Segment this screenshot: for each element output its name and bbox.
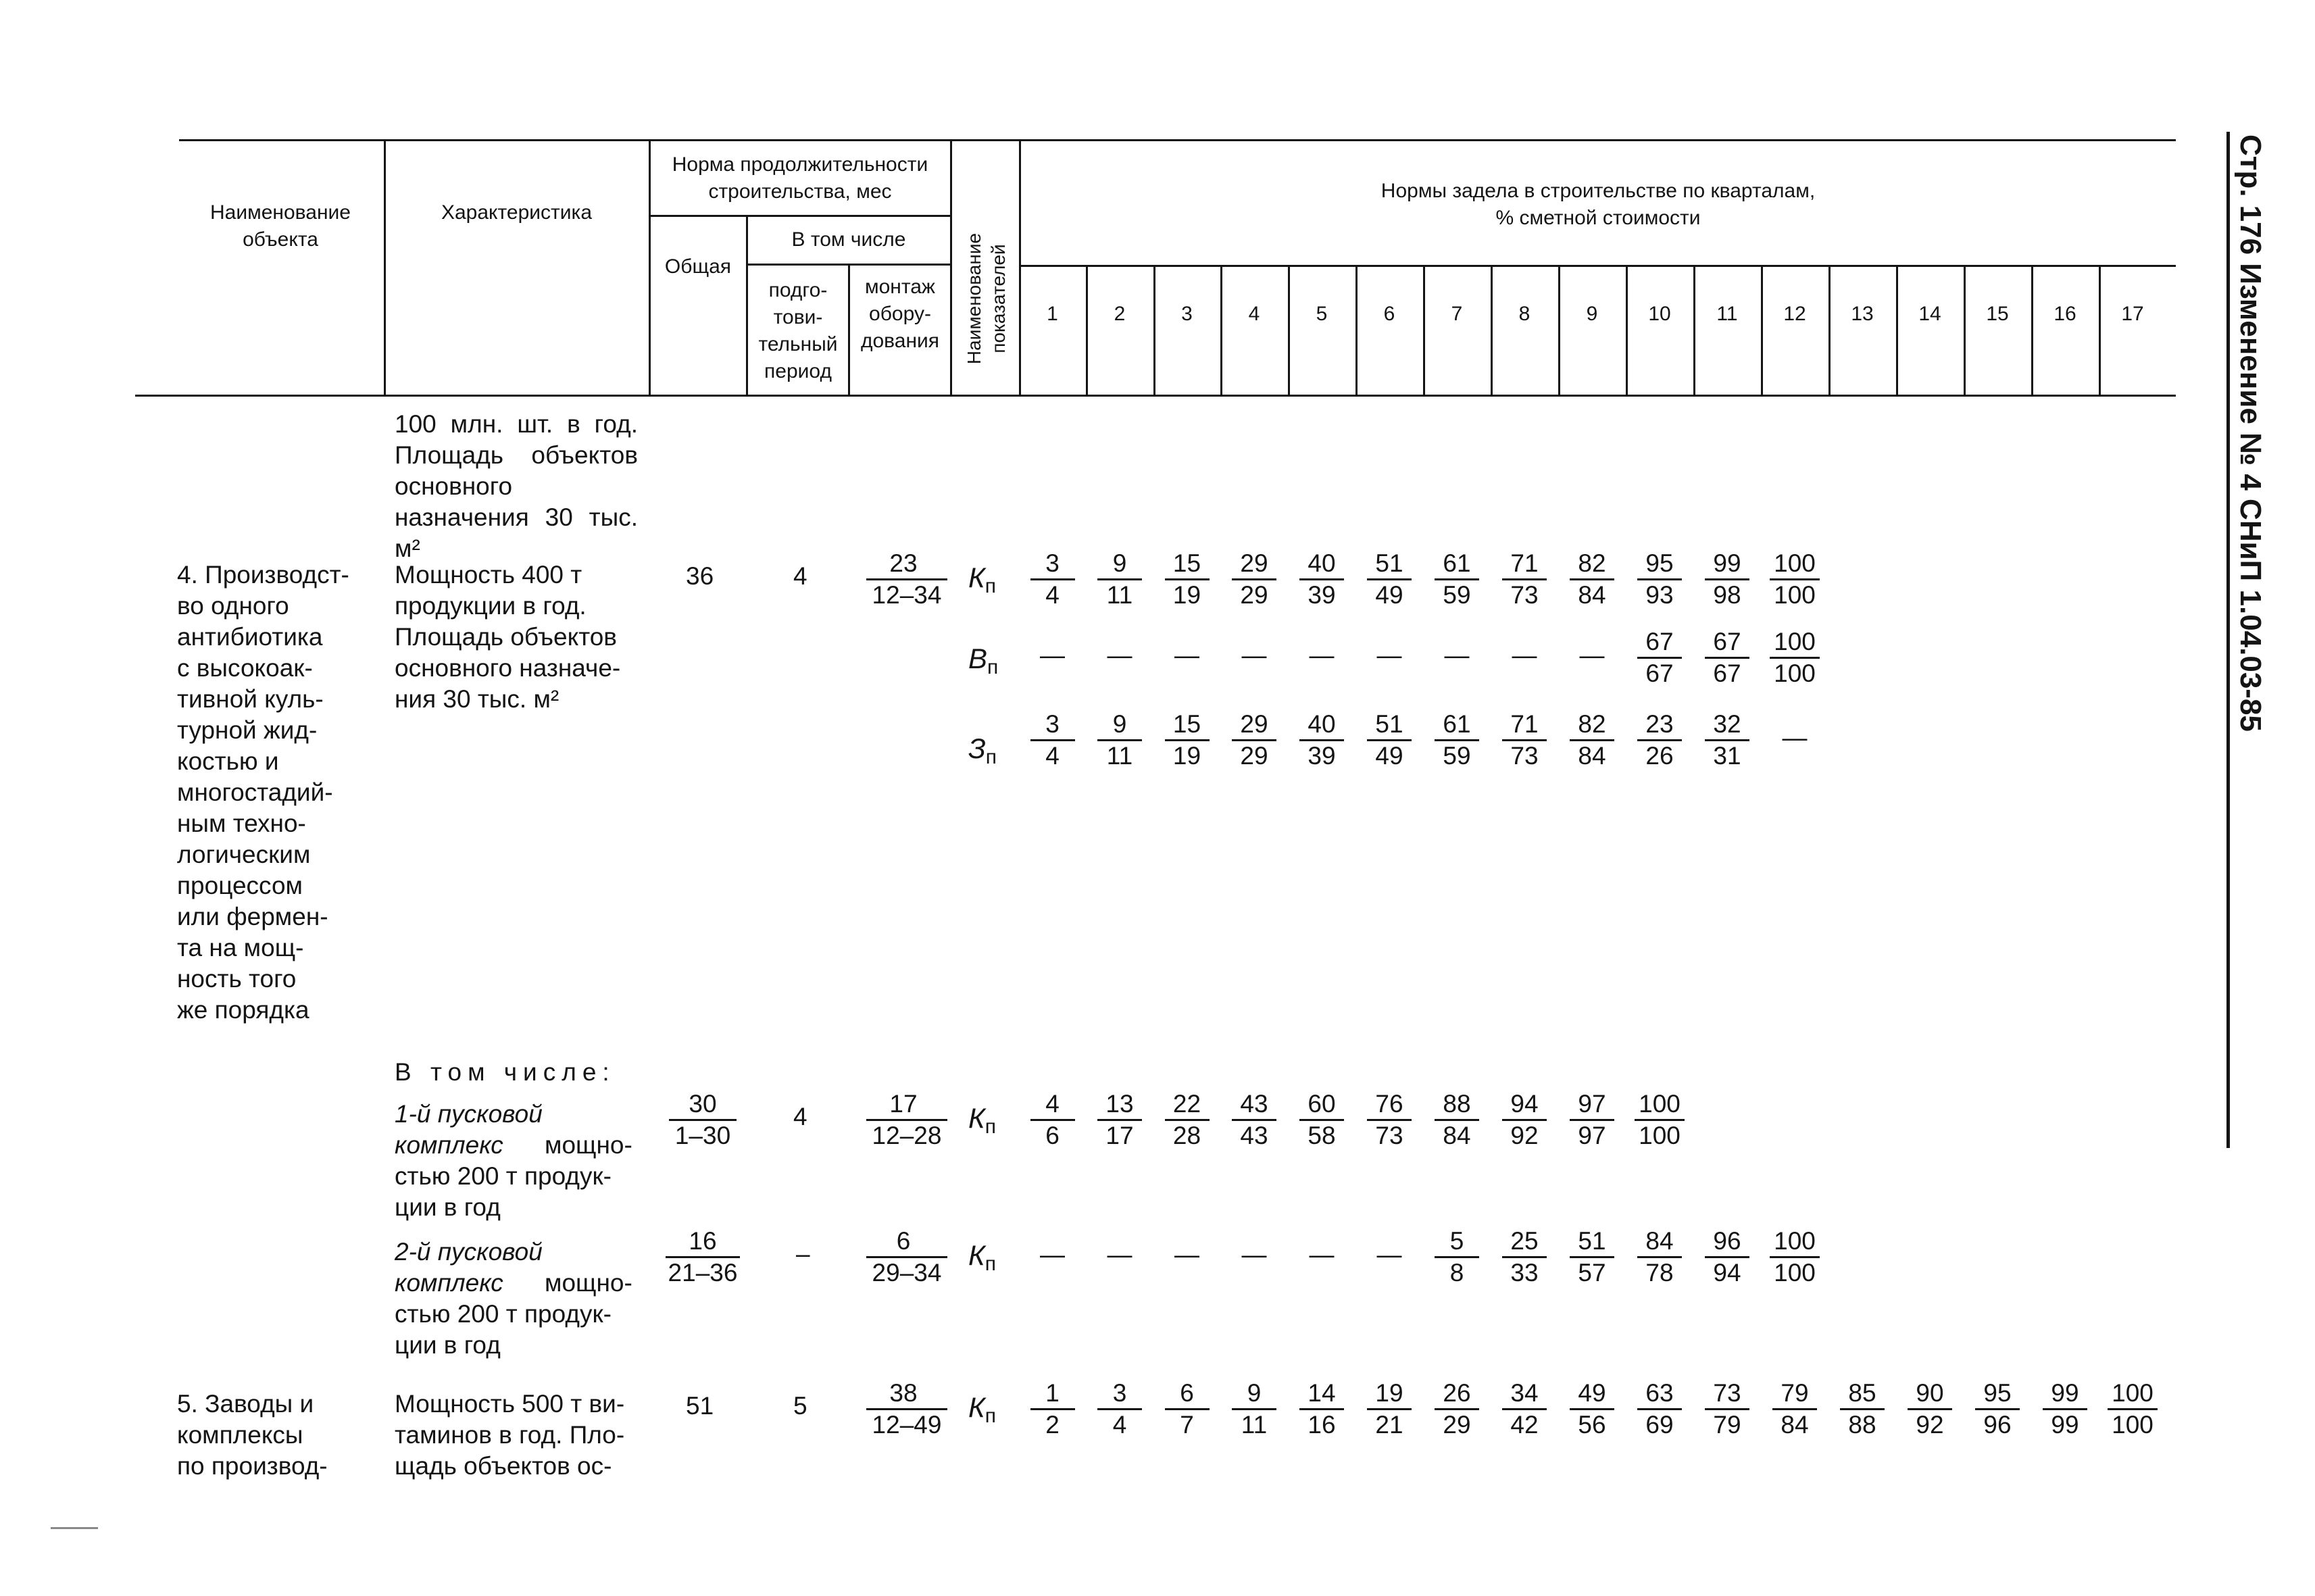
including-label: В том числе: (395, 1058, 616, 1086)
obj4-zp-value: $\frac{3}{4}$ (1016, 709, 1090, 771)
complex2-kp-value: $\frac{51}{57}$ (1555, 1226, 1629, 1288)
obj5-kp-value: $\frac{49}{56}$ (1555, 1378, 1629, 1440)
obj4-prep: 4 (793, 562, 807, 590)
quarter-label: 14 (1918, 303, 1941, 325)
obj5-kp-value: $\frac{73}{79}$ (1690, 1378, 1764, 1440)
text-line: по производ- (177, 1452, 328, 1480)
text-line: же порядка (177, 996, 309, 1024)
complex1-kp-value: $\frac{76}{73}$ (1352, 1089, 1426, 1151)
header-top-rule (179, 139, 2176, 141)
text-line: мощно- (545, 1131, 632, 1159)
text-line: 2-й пусковой (395, 1238, 543, 1266)
footer-mark (51, 1527, 98, 1529)
text-line: ность того (177, 965, 297, 993)
complex1-kp-value: $\frac{43}{43}$ (1217, 1089, 1291, 1151)
rule-norm-subheader (650, 215, 951, 217)
obj4-zp-value: $\frac{15}{19}$ (1150, 709, 1224, 771)
complex1-kp-value: $\frac{13}{17}$ (1082, 1089, 1157, 1151)
text-line: 4. Производст- (177, 561, 349, 589)
text-line: антибиотика (177, 623, 323, 651)
text-line: комплексы (177, 1421, 303, 1449)
quarter-label: 1 (1047, 303, 1058, 325)
complex2-kp-value: $\frac{96}{94}$ (1690, 1226, 1764, 1288)
obj4-bp-dash: — (1512, 641, 1537, 669)
complex2-kp-dash: — (1309, 1241, 1335, 1268)
obj5-kp-value: $\frac{34}{42}$ (1487, 1378, 1562, 1440)
text-line: комплекс (395, 1131, 503, 1159)
header-mount: монтаж обору- дования (860, 276, 940, 352)
col-divider-5 (950, 139, 952, 396)
header-norm-duration: Норма продолжительности строительства, мес (672, 153, 928, 203)
obj5-mount: $\frac{38}{12-49}$ (866, 1378, 941, 1440)
obj4-kp-value: $\frac{61}{59}$ (1420, 549, 1494, 610)
header-including: В том числе (791, 228, 906, 251)
obj5-kp-value: $\frac{9}{11}$ (1217, 1378, 1291, 1440)
obj5-kp-value: $\frac{19}{21}$ (1352, 1378, 1426, 1440)
text-line: во одного (177, 592, 289, 620)
obj5-kp-value: $\frac{3}{4}$ (1082, 1378, 1157, 1440)
quarter-label: 10 (1648, 303, 1671, 325)
obj5-kp-value: $\frac{79}{84}$ (1758, 1378, 1832, 1440)
obj4-bp-dash: — (1376, 641, 1402, 669)
obj4-mount: $\frac{23}{12-34}$ (866, 549, 941, 610)
col-divider-4 (848, 264, 850, 396)
text-line: процессом (177, 872, 303, 899)
obj4-zp-value: $\frac{82}{84}$ (1555, 709, 1629, 771)
text-line: Мощность 500 т ви- (395, 1390, 625, 1418)
text-line: логическим (177, 841, 311, 868)
obj5-kp-value: $\frac{85}{88}$ (1825, 1378, 1899, 1440)
complex1-prep: 4 (793, 1103, 807, 1130)
obj4-kp-value: $\frac{3}{4}$ (1016, 549, 1090, 610)
obj4-bp-dash: — (1174, 641, 1199, 669)
obj4-zp-dash: — (1782, 724, 1808, 751)
text-line: ции в год (395, 1193, 501, 1221)
complex1-kp-value: $\frac{94}{92}$ (1487, 1089, 1562, 1151)
complex2-kp-value: $\frac{5}{8}$ (1420, 1226, 1494, 1288)
complex1-kp-label: $К_п$ (968, 1102, 997, 1138)
obj5-kp-label: $К_п$ (968, 1391, 997, 1427)
complex1-kp-value: $\frac{60}{58}$ (1285, 1089, 1359, 1151)
obj4-bp-value: $\frac{67}{67}$ (1690, 627, 1764, 689)
header-bottom-rule (135, 395, 2176, 397)
header-indicator-name: Наименование показателей (964, 232, 1009, 365)
complex1-mount: $\frac{17}{12-28}$ (866, 1089, 941, 1151)
obj5-kp-value: $\frac{63}{69}$ (1622, 1378, 1697, 1440)
text-line: стью 200 т продук- (395, 1162, 612, 1190)
complex2-kp-value: $\frac{100}{100}$ (1758, 1226, 1832, 1288)
quarter-label: 2 (1114, 303, 1126, 325)
quarter-label: 6 (1383, 303, 1395, 325)
complex1-kp-value: $\frac{4}{6}$ (1016, 1089, 1090, 1151)
header-reserve-norms: Нормы задела в строительстве по кварталам, % сметной стоимости (1380, 180, 1816, 229)
obj4-kp-value: $\frac{15}{19}$ (1150, 549, 1224, 610)
complex1-kp-value: $\frac{88}{84}$ (1420, 1089, 1494, 1151)
text-line: тивной куль- (177, 685, 324, 713)
complex2-kp-dash: — (1174, 1241, 1199, 1268)
obj4-bp-dash: — (1107, 641, 1132, 669)
continuation-characteristic: 100 млн. шт. в год. Площадь объектов основного назначения 30 тыс. м² (395, 410, 638, 562)
complex1-kp-value: $\frac{22}{28}$ (1150, 1089, 1224, 1151)
obj4-kp-label: $К_п$ (968, 562, 997, 597)
text-line: стью 200 т продук- (395, 1300, 612, 1328)
obj4-bp-dash: — (1444, 641, 1470, 669)
complex2-kp-dash: — (1040, 1241, 1065, 1268)
obj4-zp-value: $\frac{32}{31}$ (1690, 709, 1764, 771)
text-line: ния 30 тыс. м² (395, 685, 559, 713)
obj4-zp-value: $\frac{71}{73}$ (1487, 709, 1562, 771)
obj4-zp-label: $З_п$ (968, 732, 997, 768)
text-line: ным техно- (177, 809, 306, 837)
header-characteristic: Характеристика (441, 201, 593, 224)
quarter-label: 3 (1181, 303, 1193, 325)
obj5-kp-value: $\frac{90}{92}$ (1893, 1378, 1967, 1440)
complex2-kp-value: $\frac{84}{78}$ (1622, 1226, 1697, 1288)
obj4-zp-value: $\frac{61}{59}$ (1420, 709, 1494, 771)
obj4-bp-dash: — (1579, 641, 1605, 669)
text-line: Площадь объектов (395, 623, 617, 651)
quarter-label: 9 (1586, 303, 1598, 325)
text-line: мощно- (545, 1269, 632, 1297)
complex2-kp-dash: — (1241, 1241, 1267, 1268)
obj4-zp-value: $\frac{40}{39}$ (1285, 709, 1359, 771)
quarter-label: 15 (1986, 303, 2009, 325)
obj4-kp-value: $\frac{29}{29}$ (1217, 549, 1291, 610)
quarter-label: 12 (1783, 303, 1806, 325)
obj4-kp-value: $\frac{99}{98}$ (1690, 549, 1764, 610)
obj4-kp-value: $\frac{40}{39}$ (1285, 549, 1359, 610)
text-line: продукции в год. (395, 592, 587, 620)
obj4-kp-value: $\frac{71}{73}$ (1487, 549, 1562, 610)
text-line: та на мощ- (177, 934, 304, 962)
header-prep-period: подго- тови- тельный период (758, 279, 838, 382)
text-line: костью и (177, 747, 279, 775)
complex2-kp-value: $\frac{25}{33}$ (1487, 1226, 1562, 1288)
complex1-kp-value: $\frac{100}{100}$ (1622, 1089, 1697, 1151)
text-line: ции в год (395, 1331, 501, 1359)
obj4-bp-value: $\frac{100}{100}$ (1758, 627, 1832, 689)
obj4-kp-value: $\frac{82}{84}$ (1555, 549, 1629, 610)
obj5-kp-value: $\frac{6}{7}$ (1150, 1378, 1224, 1440)
obj4-zp-value: $\frac{9}{11}$ (1082, 709, 1157, 771)
obj4-bp-label: $В_п$ (968, 643, 999, 678)
obj5-prep: 5 (793, 1392, 807, 1420)
text-line: таминов в год. Пло- (395, 1421, 625, 1449)
complex2-prep: – (796, 1240, 810, 1268)
obj5-kp-value: $\frac{14}{16}$ (1285, 1378, 1359, 1440)
quarter-label: 11 (1716, 303, 1738, 325)
col-divider-1 (384, 139, 386, 396)
quarter-label: 7 (1451, 303, 1463, 325)
obj4-zp-value: $\frac{23}{26}$ (1622, 709, 1697, 771)
obj5-kp-value: $\frac{1}{2}$ (1016, 1378, 1090, 1440)
obj4-kp-value: $\frac{95}{93}$ (1622, 549, 1697, 610)
complex2-kp-dash: — (1376, 1241, 1402, 1268)
obj4-bp-value: $\frac{67}{67}$ (1622, 627, 1697, 689)
rule-quarters (1020, 265, 2176, 267)
quarter-label: 5 (1316, 303, 1328, 325)
obj4-total: 36 (686, 562, 714, 590)
obj5-kp-value: $\frac{26}{29}$ (1420, 1378, 1494, 1440)
quarter-label: 13 (1851, 303, 1874, 325)
quarter-label: 16 (2053, 303, 2076, 325)
text-line: турной жид- (177, 716, 318, 744)
obj4-zp-value: $\frac{29}{29}$ (1217, 709, 1291, 771)
obj5-kp-value: $\frac{100}{100}$ (2095, 1378, 2170, 1440)
col-divider-2 (649, 139, 651, 396)
obj4-bp-dash: — (1309, 641, 1335, 669)
text-line: комплекс (395, 1269, 503, 1297)
quarter-label: 4 (1248, 303, 1260, 325)
text-line: 5. Заводы и (177, 1390, 314, 1418)
col-divider-6 (1019, 139, 1021, 396)
text-line: с высокоак- (177, 654, 313, 682)
complex1-total: $\frac{30}{1-30}$ (666, 1089, 740, 1151)
obj4-bp-dash: — (1040, 641, 1065, 669)
obj5-kp-value: $\frac{99}{99}$ (2028, 1378, 2102, 1440)
text-line: Мощность 400 т (395, 561, 582, 589)
text-line: или фермен- (177, 903, 328, 930)
quarter-label: 17 (2121, 303, 2144, 325)
complex2-mount: $\frac{6}{29-34}$ (866, 1226, 941, 1288)
obj4-kp-value: $\frac{9}{11}$ (1082, 549, 1157, 610)
complex2-total: $\frac{16}{21-36}$ (666, 1226, 740, 1288)
text-line: многостадий- (177, 778, 333, 806)
text-line: 1-й пусковой (395, 1100, 543, 1128)
text-line: основного назначе- (395, 654, 621, 682)
quarter-label: 8 (1518, 303, 1530, 325)
col-divider-3 (746, 215, 748, 396)
header-total: Общая (664, 255, 732, 278)
complex2-kp-label: $К_п$ (968, 1239, 997, 1275)
obj5-total: 51 (686, 1392, 714, 1420)
text-line: щадь объектов ос- (395, 1452, 612, 1480)
obj4-zp-value: $\frac{51}{49}$ (1352, 709, 1426, 771)
complex1-kp-value: $\frac{97}{97}$ (1555, 1089, 1629, 1151)
obj4-bp-dash: — (1241, 641, 1267, 669)
obj4-kp-value: $\frac{100}{100}$ (1758, 549, 1832, 610)
running-header: Стр. 176 Изменение № 4 СНиП 1.04.03-85 (2226, 132, 2270, 1148)
obj5-kp-value: $\frac{95}{96}$ (1960, 1378, 2035, 1440)
header-name: Наименование объекта (210, 201, 351, 251)
complex2-kp-dash: — (1107, 1241, 1132, 1268)
obj4-kp-value: $\frac{51}{49}$ (1352, 549, 1426, 610)
